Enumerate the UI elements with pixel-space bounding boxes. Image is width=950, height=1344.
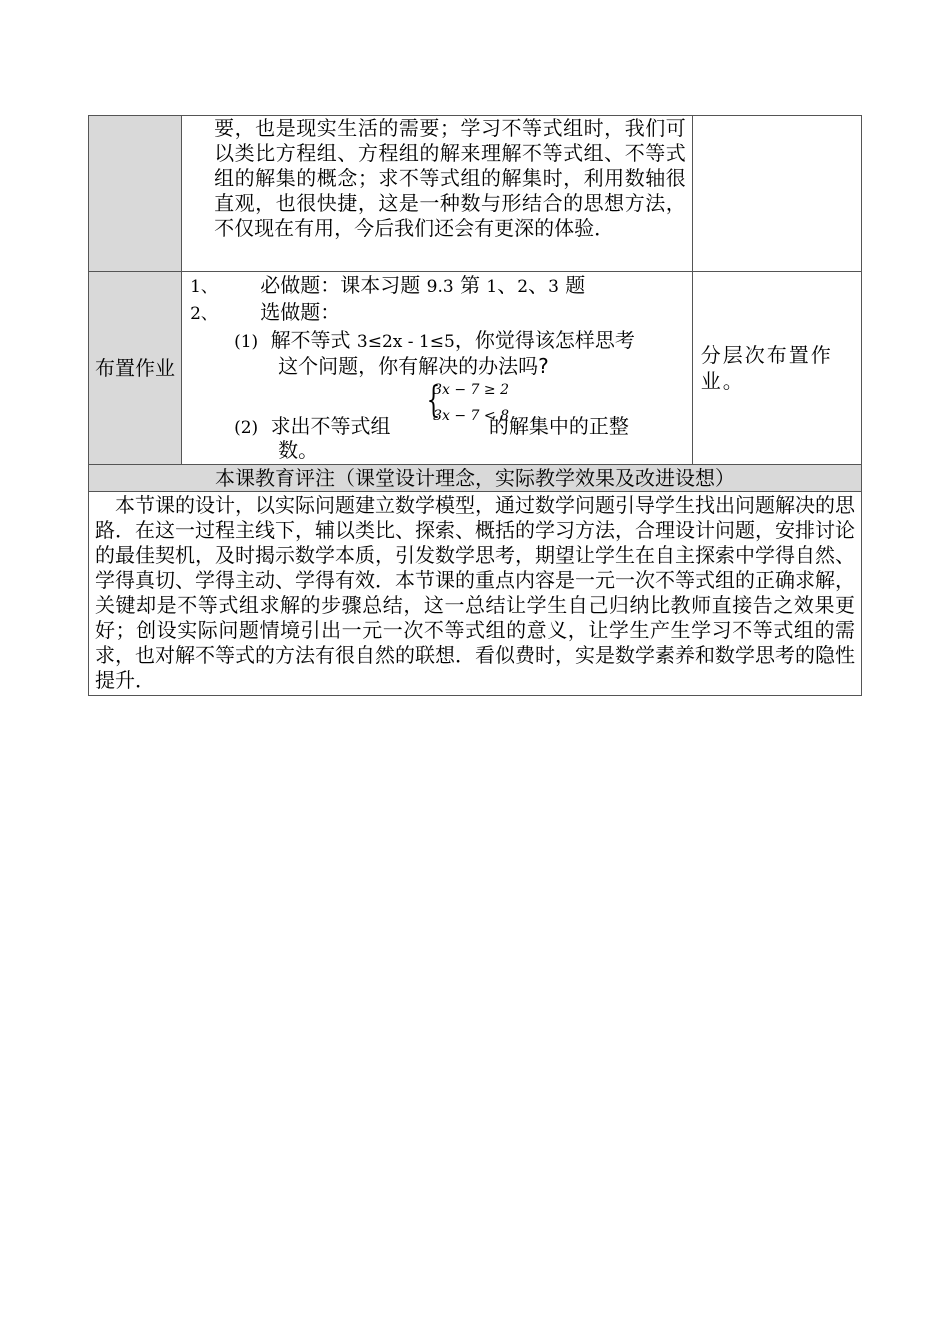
- homework-row: [89, 272, 862, 465]
- evaluation-body-row: [89, 492, 862, 696]
- homework-content-cell: [182, 272, 693, 465]
- notes-cell-empty: [692, 116, 861, 272]
- evaluation-paragraph-2: 路．在这一过程主线下，辅以类比、探索、概括的学习方法，合理设计问题，安排讨论的最佳契机，及时揭示数学本质，引发数学思考，期望让学生在自主探索中学得自然、学得真切、学得主动、学得有效．本节课的重点内容是一元一次不等式组的正确求解，关键却是不等式组求解的步骤总结，这一总结让学生自己归纳比教师直接告之效果更好；创设实际问题情境引出一元一次不等式组的意义，让学生产生学习不等式组的需求，也对解不等式的方法有很自然的联想．看似费时，实是数学素养和数学思考的隐性提升．: [95, 518, 855, 692]
- homework-item-1: 1、 必做题：课本习题 9.3 第 1、2、3 题: [190, 273, 586, 297]
- homework-label: 布置作业: [89, 272, 182, 465]
- evaluation-header: 本课教育评注（课堂设计理念，实际教学效果及改进设想）: [89, 465, 862, 492]
- inequality-2: 3x − 7 < 8: [433, 408, 509, 424]
- intro-content-cell: [182, 116, 693, 272]
- label-cell-empty: [89, 116, 182, 272]
- evaluation-header-row: [89, 465, 862, 492]
- homework-sub-1: (1) 解不等式 3≤2x - 1≤5，你觉得该怎样思考: [234, 328, 635, 352]
- intro-row: [89, 116, 862, 272]
- intro-text: 要，也是现实生活的需要；学习不等式组时，我们可以类比方程组、方程组的解来理解不等式组、不等式组的解集的概念；求不等式组的解集时，利用数轴很直观，也很快捷，这是一种数与形结合的思想方法，不仅现在有用，今后我们还会有更深的体验．: [214, 116, 686, 240]
- evaluation-paragraph-1: 本节课的设计，以实际问题建立数学模型，通过数学问题引导学生找出问题解决的思: [115, 493, 855, 517]
- inequality-1: 3x − 7 ≥ 2: [433, 382, 509, 398]
- homework-note: 分层次布置作业。: [692, 272, 861, 465]
- homework-item-2: 2、 选做题：: [190, 300, 341, 324]
- homework-sub-2-cont: 数。: [278, 438, 319, 462]
- system-brace: {: [426, 380, 441, 421]
- homework-sub-1-cont: 这个问题，你有解决的办法吗?: [278, 354, 549, 378]
- evaluation-body: [89, 492, 862, 696]
- homework-sub-2: (2) 求出不等式组 的解集中的正整: [234, 414, 629, 438]
- lesson-plan-table: [88, 115, 862, 696]
